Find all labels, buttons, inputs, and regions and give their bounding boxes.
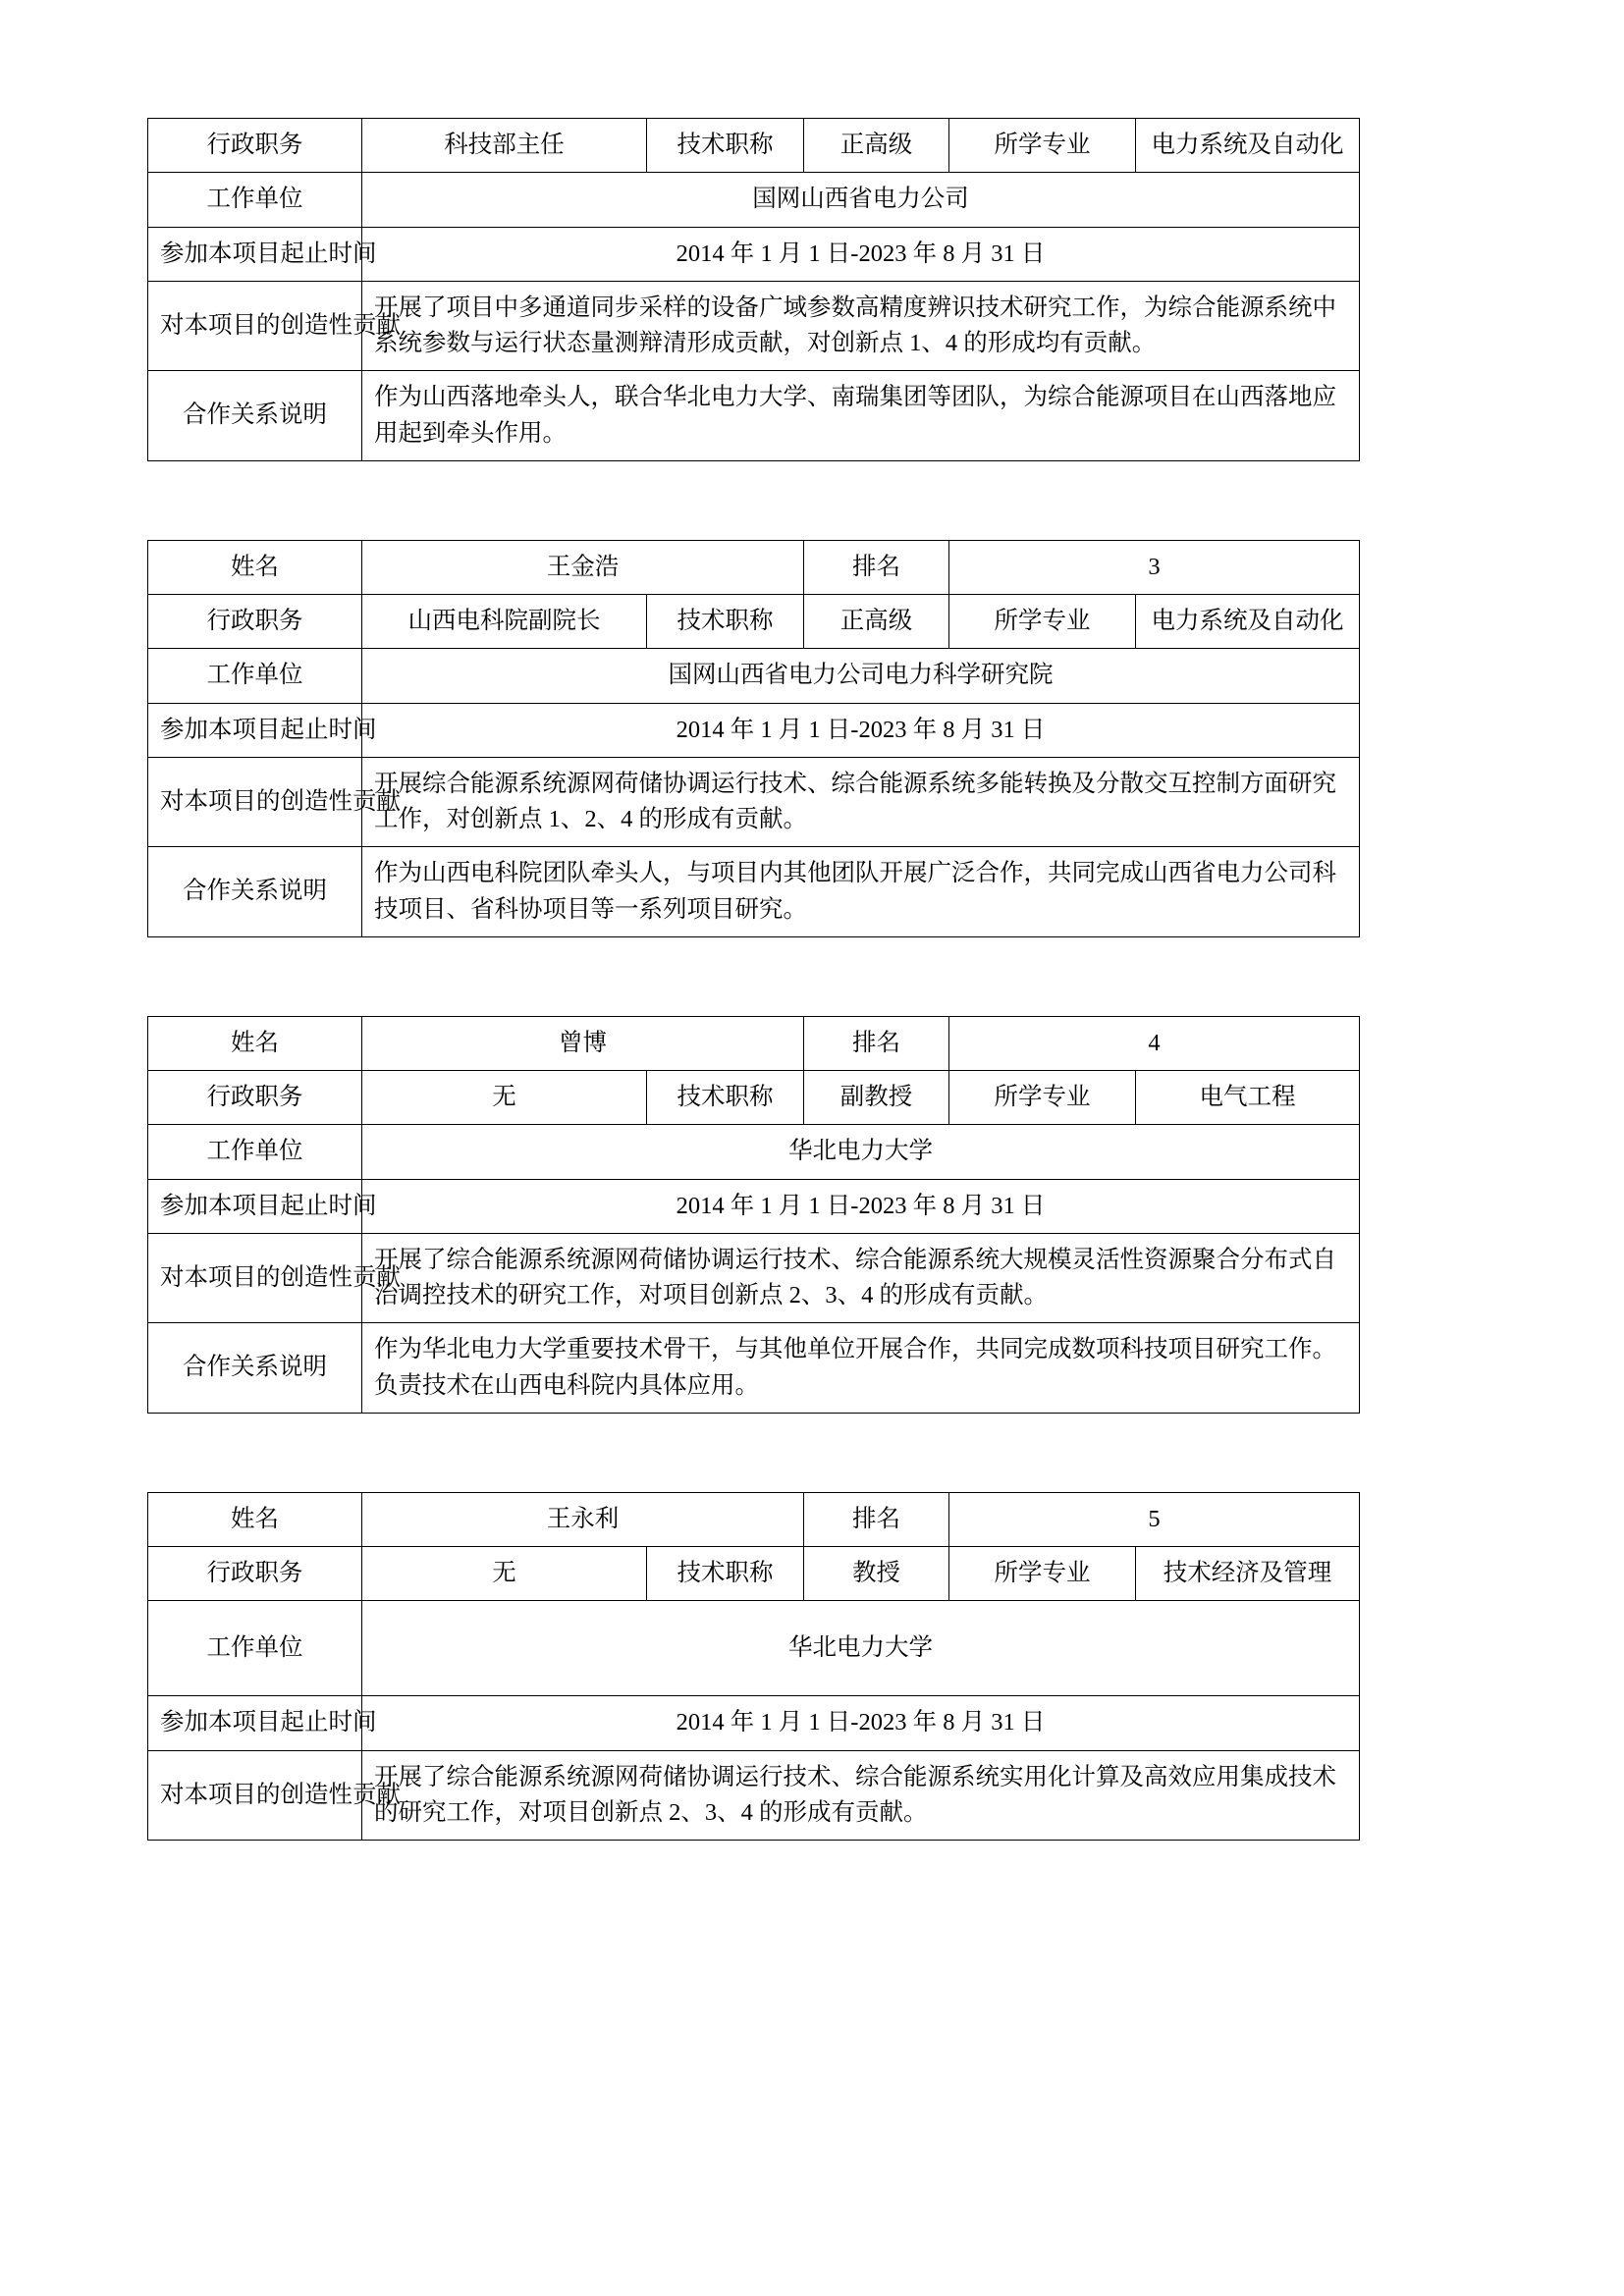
label-work-unit: 工作单位 (148, 1601, 362, 1696)
label-name: 姓名 (148, 540, 362, 594)
table-row (148, 281, 1360, 371)
label-period: 参加本项目起止时间 (148, 1179, 362, 1233)
table-row (148, 757, 1360, 847)
label-rank: 排名 (804, 1492, 949, 1546)
label-major: 所学专业 (949, 119, 1136, 173)
value-contribution: 开展综合能源系统源网荷储协调运行技术、综合能源系统多能转换及分散交互控制方面研究工作，对创新点 1、2、4 的形成有贡献。 (362, 757, 1360, 847)
table-row (148, 1492, 1360, 1546)
value-cooperation: 作为山西电科院团队牵头人，与项目内其他团队开展广泛合作，共同完成山西省电力公司科技项目、省科协项目等一系列项目研究。 (362, 847, 1360, 937)
value-name: 王永利 (362, 1492, 804, 1546)
value-rank: 5 (949, 1492, 1360, 1546)
table-spacer (147, 937, 1477, 1016)
label-rank: 排名 (804, 540, 949, 594)
label-period: 参加本项目起止时间 (148, 703, 362, 757)
label-tech-title: 技术职称 (647, 1071, 804, 1125)
value-period: 2014 年 1 月 1 日-2023 年 8 月 31 日 (362, 1696, 1360, 1750)
label-tech-title: 技术职称 (647, 1547, 804, 1601)
label-cooperation: 合作关系说明 (148, 371, 362, 461)
value-admin-post: 无 (362, 1547, 647, 1601)
value-period: 2014 年 1 月 1 日-2023 年 8 月 31 日 (362, 1179, 1360, 1233)
label-tech-title: 技术职称 (647, 119, 804, 173)
value-major: 电气工程 (1136, 1071, 1360, 1125)
value-major: 电力系统及自动化 (1136, 595, 1360, 649)
label-admin-post: 行政职务 (148, 595, 362, 649)
participant-table-1 (147, 118, 1360, 461)
value-cooperation: 作为山西落地牵头人，联合华北电力大学、南瑞集团等团队，为综合能源项目在山西落地应用起到牵头作用。 (362, 371, 1360, 461)
value-major: 电力系统及自动化 (1136, 119, 1360, 173)
table-row (148, 1601, 1360, 1696)
value-tech-title: 正高级 (804, 119, 949, 173)
value-admin-post: 山西电科院副院长 (362, 595, 647, 649)
value-admin-post: 科技部主任 (362, 119, 647, 173)
value-work-unit: 华北电力大学 (362, 1601, 1360, 1696)
table-spacer (147, 461, 1477, 540)
label-work-unit: 工作单位 (148, 1125, 362, 1179)
label-major: 所学专业 (949, 1071, 1136, 1125)
table-row (148, 173, 1360, 227)
value-work-unit: 国网山西省电力公司电力科学研究院 (362, 649, 1360, 703)
table-row (148, 1696, 1360, 1750)
label-tech-title: 技术职称 (647, 595, 804, 649)
table-row (148, 371, 1360, 461)
table-row (148, 1179, 1360, 1233)
label-contribution: 对本项目的创造性贡献 (148, 757, 362, 847)
participant-table-3 (147, 1016, 1360, 1414)
value-work-unit: 华北电力大学 (362, 1125, 1360, 1179)
table-row (148, 1125, 1360, 1179)
value-contribution: 开展了综合能源系统源网荷储协调运行技术、综合能源系统实用化计算及高效应用集成技术的研究工作，对项目创新点 2、3、4 的形成有贡献。 (362, 1750, 1360, 1841)
value-major: 技术经济及管理 (1136, 1547, 1360, 1601)
label-work-unit: 工作单位 (148, 649, 362, 703)
label-major: 所学专业 (949, 595, 1136, 649)
table-row (148, 1323, 1360, 1414)
value-contribution: 开展了综合能源系统源网荷储协调运行技术、综合能源系统大规模灵活性资源聚合分布式自治调控技术的研究工作，对项目创新点 2、3、4 的形成有贡献。 (362, 1233, 1360, 1323)
table-row (148, 1016, 1360, 1070)
label-contribution: 对本项目的创造性贡献 (148, 281, 362, 371)
value-period: 2014 年 1 月 1 日-2023 年 8 月 31 日 (362, 227, 1360, 281)
label-cooperation: 合作关系说明 (148, 1323, 362, 1414)
value-cooperation: 作为华北电力大学重要技术骨干，与其他单位开展合作，共同完成数项科技项目研究工作。负责技术在山西电科院内具体应用。 (362, 1323, 1360, 1414)
value-tech-title: 教授 (804, 1547, 949, 1601)
table-row (148, 649, 1360, 703)
label-contribution: 对本项目的创造性贡献 (148, 1233, 362, 1323)
value-rank: 3 (949, 540, 1360, 594)
label-cooperation: 合作关系说明 (148, 847, 362, 937)
label-admin-post: 行政职务 (148, 1071, 362, 1125)
label-contribution: 对本项目的创造性贡献 (148, 1750, 362, 1841)
table-row (148, 1547, 1360, 1601)
label-work-unit: 工作单位 (148, 173, 362, 227)
label-rank: 排名 (804, 1016, 949, 1070)
participant-table-2 (147, 540, 1360, 937)
value-tech-title: 副教授 (804, 1071, 949, 1125)
label-admin-post: 行政职务 (148, 1547, 362, 1601)
label-period: 参加本项目起止时间 (148, 227, 362, 281)
value-tech-title: 正高级 (804, 595, 949, 649)
table-spacer (147, 1414, 1477, 1492)
table-row (148, 227, 1360, 281)
value-work-unit: 国网山西省电力公司 (362, 173, 1360, 227)
value-contribution: 开展了项目中多通道同步采样的设备广域参数高精度辨识技术研究工作，为综合能源系统中系统参数与运行状态量测辩清形成贡献，对创新点 1、4 的形成均有贡献。 (362, 281, 1360, 371)
table-row (148, 703, 1360, 757)
table-row (148, 595, 1360, 649)
table-row (148, 1071, 1360, 1125)
value-rank: 4 (949, 1016, 1360, 1070)
label-admin-post: 行政职务 (148, 119, 362, 173)
participant-table-4 (147, 1492, 1360, 1841)
table-row (148, 1750, 1360, 1841)
label-major: 所学专业 (949, 1547, 1136, 1601)
value-name: 王金浩 (362, 540, 804, 594)
label-period: 参加本项目起止时间 (148, 1696, 362, 1750)
table-row (148, 540, 1360, 594)
table-row (148, 119, 1360, 173)
label-name: 姓名 (148, 1492, 362, 1546)
value-period: 2014 年 1 月 1 日-2023 年 8 月 31 日 (362, 703, 1360, 757)
value-name: 曾博 (362, 1016, 804, 1070)
table-row (148, 847, 1360, 937)
value-admin-post: 无 (362, 1071, 647, 1125)
table-row (148, 1233, 1360, 1323)
label-name: 姓名 (148, 1016, 362, 1070)
